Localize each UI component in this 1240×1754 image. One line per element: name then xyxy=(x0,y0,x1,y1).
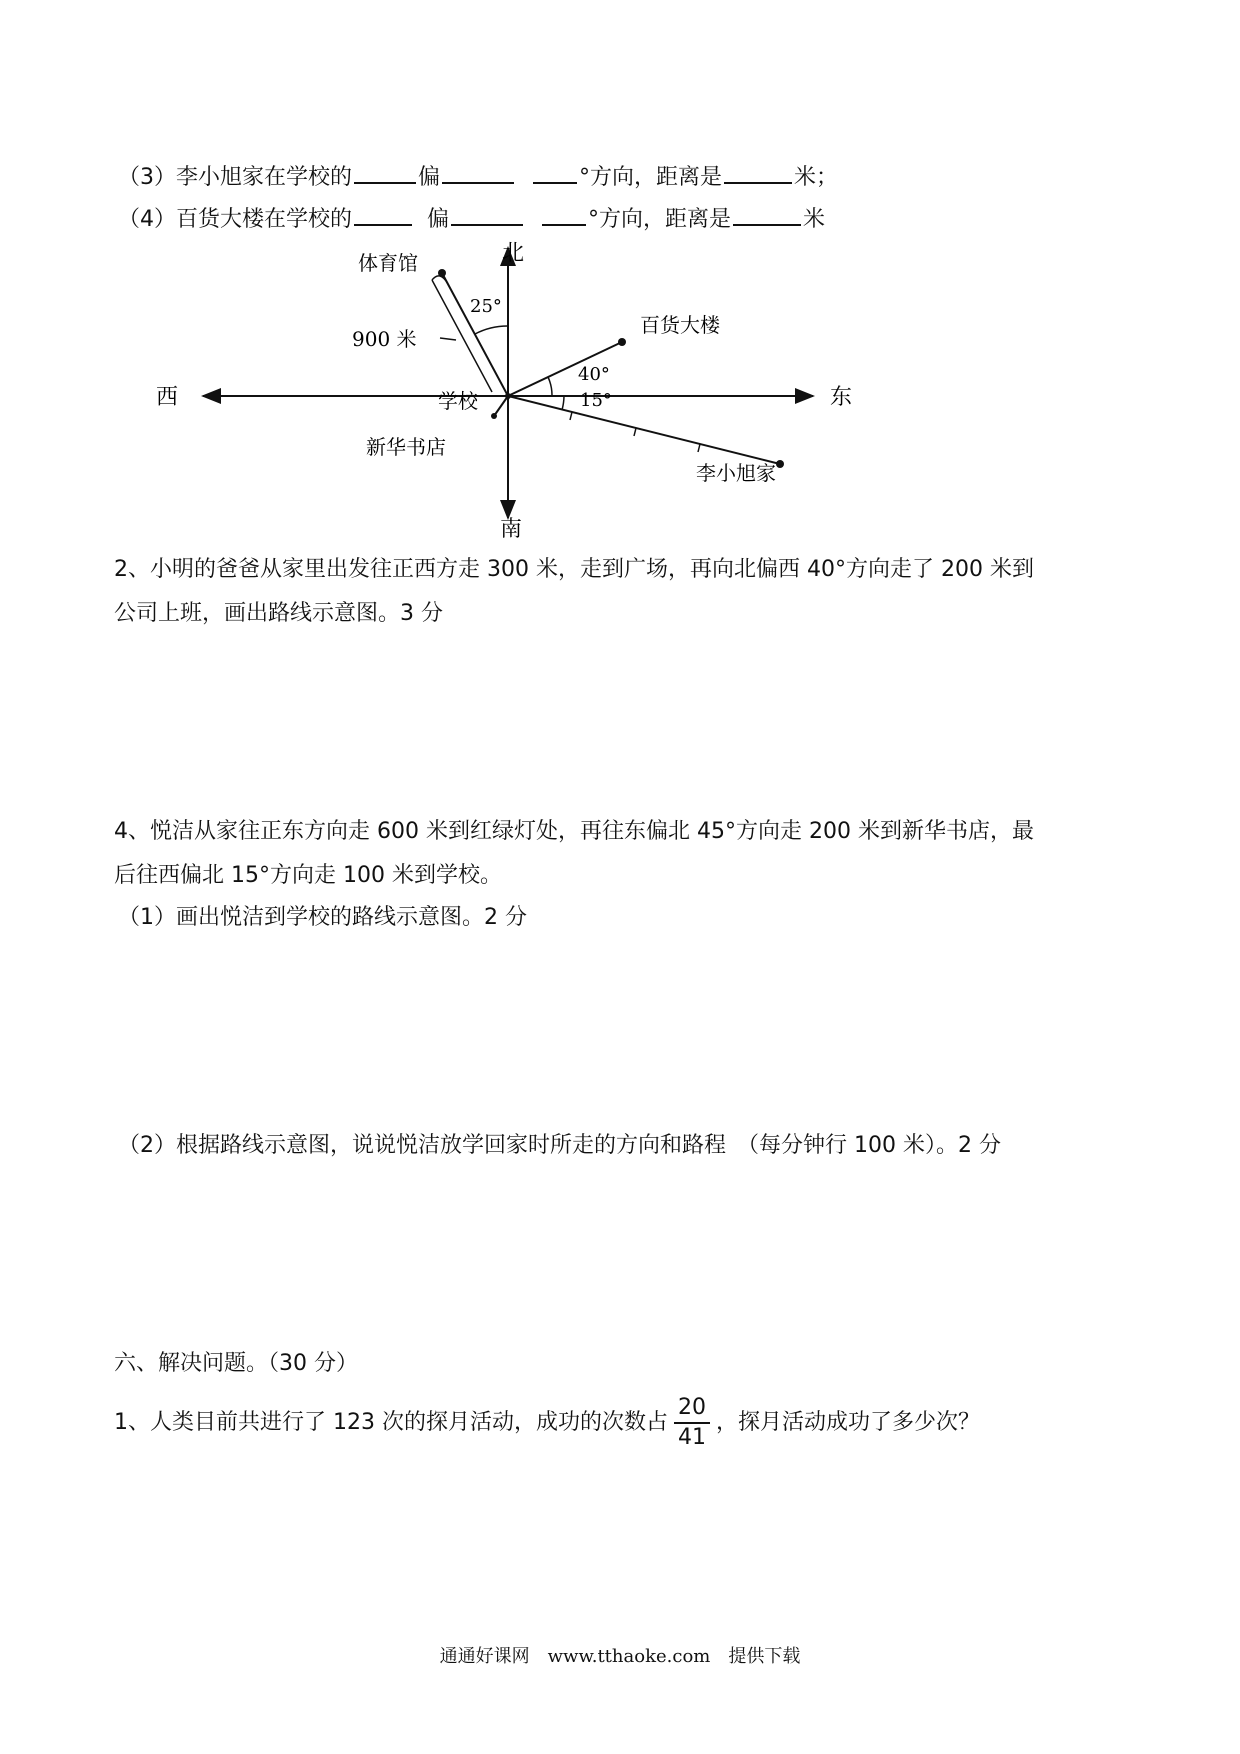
point-store xyxy=(618,338,626,346)
q3-blank-distance[interactable] xyxy=(724,160,792,184)
q4-deg-dir: °方向，距离是 xyxy=(588,207,732,232)
q3-mi: 米； xyxy=(794,165,839,190)
line-to-home xyxy=(508,396,780,464)
label-south: 南 xyxy=(500,517,523,540)
question-4 xyxy=(118,202,825,234)
q4-blank-direction-2[interactable] xyxy=(451,202,523,226)
line-to-bookstore xyxy=(494,396,508,416)
question-3 xyxy=(118,160,838,192)
label-west: 西 xyxy=(156,385,179,410)
brace-tick xyxy=(440,338,456,340)
problem-4-sub1: （1）画出悦洁到学校的路线示意图。2 分 xyxy=(118,905,527,930)
angle-arc-25 xyxy=(475,326,508,334)
q3-blank-direction-2[interactable] xyxy=(442,160,514,184)
label-angle-25: 25° xyxy=(470,296,502,317)
q4-blank-distance[interactable] xyxy=(733,202,801,226)
problem-4-line1: 4、悦洁从家往正东方向走 600 米到红绿灯处，再往东偏北 45°方向走 200 米到新华书店，最 xyxy=(114,819,1034,844)
q3-prefix: （3）李小旭家在学校的 xyxy=(118,165,352,190)
fraction-numerator: 20 xyxy=(674,1394,710,1424)
q3-pian: 偏 xyxy=(418,165,441,190)
label-north: 北 xyxy=(502,241,525,266)
distance-brace-900 xyxy=(432,276,492,392)
label-bookstore: 新华书店 xyxy=(366,435,446,459)
problem-2-line2: 公司上班，画出路线示意图。3 分 xyxy=(114,601,443,626)
angle-arc-40 xyxy=(548,377,552,396)
label-angle-40: 40° xyxy=(578,364,610,385)
scale-ticks xyxy=(570,412,700,452)
q3-blank-direction[interactable] xyxy=(354,160,416,184)
label-east: 东 xyxy=(830,385,853,410)
q4-prefix: （4）百货大楼在学校的 xyxy=(118,207,352,232)
label-home: 李小旭家 xyxy=(696,461,776,485)
angle-arc-15 xyxy=(562,396,564,410)
fraction-denominator: 41 xyxy=(677,1425,706,1450)
label-900m: 900 米 xyxy=(352,327,417,351)
problem-4-line2: 后往西偏北 15°方向走 100 米到学校。 xyxy=(114,863,502,888)
section-6-q1 xyxy=(114,1394,980,1452)
q3-blank-degree[interactable] xyxy=(533,160,577,184)
q4-pian: 偏 xyxy=(427,207,450,232)
q4-mi: 米 xyxy=(803,207,826,232)
problem-2-line1: 2、小明的爸爸从家里出发往正西方走 300 米，走到广场，再向北偏西 40°方向走了 200 米到 xyxy=(114,557,1034,582)
section-6-title: 六、解决问题。（30 分） xyxy=(114,1351,358,1376)
q1-text-before: 1、人类目前共进行了 123 次的探月活动，成功的次数占 xyxy=(114,1410,668,1435)
point-bookstore xyxy=(491,413,497,419)
fraction xyxy=(674,1394,710,1452)
q3-deg-dir: °方向，距离是 xyxy=(579,165,723,190)
label-gym: 体育馆 xyxy=(358,251,418,275)
problem-4-sub2: （2）根据路线示意图，说说悦洁放学回家时所走的方向和路程 （每分钟行 100 米）。2 分 xyxy=(118,1133,1001,1158)
point-school xyxy=(505,393,511,399)
point-home xyxy=(776,460,784,468)
line-to-gym xyxy=(442,273,508,396)
direction-diagram xyxy=(0,240,1240,540)
footer-credit: 通通好课网 www.tthaoke.com 提供下载 xyxy=(439,1646,801,1667)
q1-text-after: ，探月活动成功了多少次？ xyxy=(715,1410,980,1435)
q4-blank-direction[interactable] xyxy=(354,202,412,226)
q4-blank-degree[interactable] xyxy=(542,202,586,226)
label-store: 百货大楼 xyxy=(640,313,720,337)
label-school: 学校 xyxy=(438,389,478,413)
label-angle-15: 15° xyxy=(580,390,612,411)
